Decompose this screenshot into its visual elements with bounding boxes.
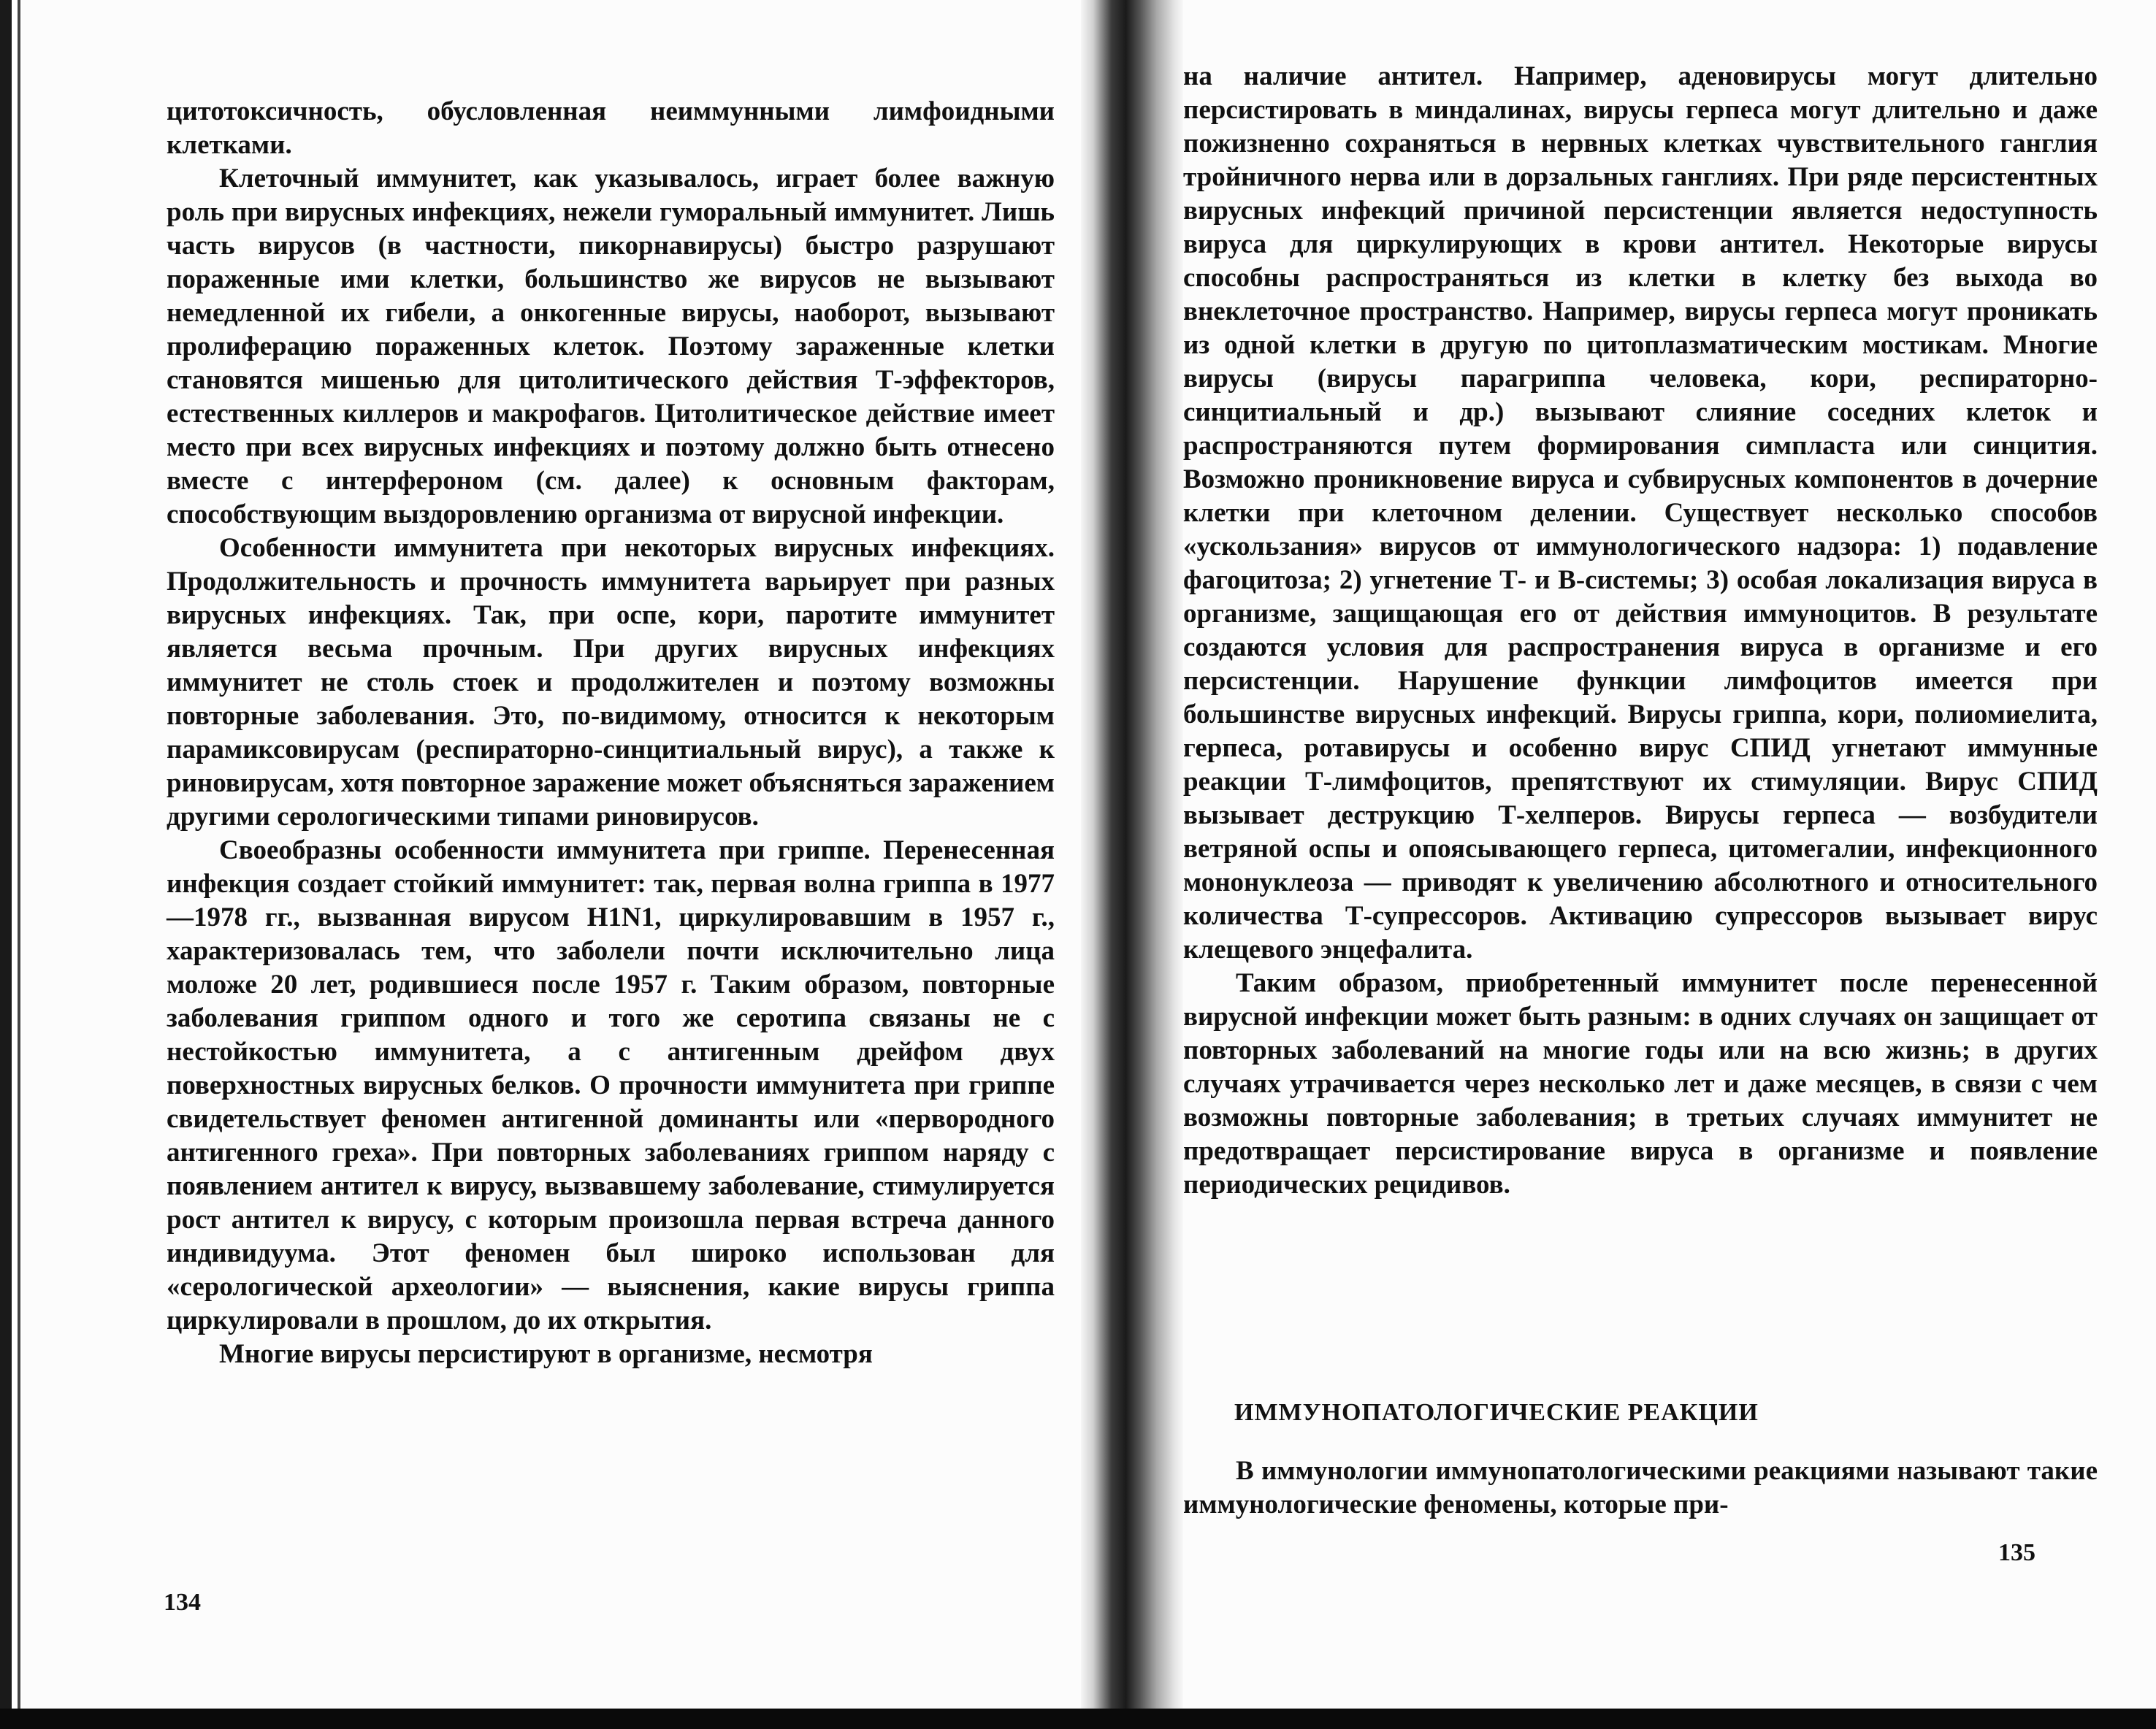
paragraph: цитотоксичность, обусловленная неиммунными лимфоидными клетками. bbox=[167, 96, 1055, 160]
paragraph: В иммунологии иммунопатологическими реакциями называют такие иммунологические феномены, которые при- bbox=[1183, 1456, 2098, 1519]
right-page-text bbox=[1183, 60, 2098, 1202]
paragraph: Своеобразны особенности иммунитета при гриппе. Перенесенная инфекция создает стойкий иммунитет: так, первая волна гриппа в 1977—1978 гг., вызванная вирусом H1N1, циркулировавшим в 1957 г., характеризовалась тем, что заболели почти исключительно лица моложе 20 лет, родившиеся после 1957 г. Таким образом, повторные заболевания гриппом одного и того же серотипа связаны не с нестойкостью иммунитета, а с антигенным дрейфом двух поверхностных вирусных белков. О прочности иммунитета при гриппе свидетельствует феномен антигенной доминанты или «первородного антигенного греха». При повторных заболеваниях гриппом наряду с появлением антител к вирусу, вызвавшему заболевание, стимулируется рост антител к вирусу, с которым произошла первая встреча данного индивидуума. Этот феномен был широко использован для «серологической археологии» — выяснения, какие вирусы гриппа циркулировали в прошлом, до их открытия. bbox=[167, 835, 1055, 1335]
paragraph: на наличие антител. Например, аденовирусы могут длительно персистировать в миндалинах, вирусы герпеса могут длительно и даже пожизненно сохраняться в нервных клетках чувствительного ганглия тройничного нерва или в дорзальных ганглиях. При ряде персистентных вирусных инфекций причиной персистенции является недоступность вируса для циркулирующих в крови антител. Некоторые вирусы способны распространяться из клетки в клетку без выхода во внеклеточное пространство. Например, вирусы герпеса могут проникать из одной клетки в другую по цитоплазматическим мостикам. Многие вирусы (вирусы парагриппа человека, кори, респираторно-синцитиальный и др.) вызывают слияние соседних клеток и распространяются путем формирования симпласта или синцития. Возможно проникновение вируса и субвирусных компонентов в дочерние клетки при клеточном делении. Существует несколько способов «ускользания» вирусов от иммунологического надзора: 1) подавление фагоцитоза; 2) угнетение Т- и В-системы; 3) особая локализация вируса в организме, защищающая его от действия иммуноцитов. В результате создаются условия для распространения вируса в организме и его персистенции. Нарушение функции лимфоцитов имеется при большинстве вирусных инфекций. Вирусы гриппа, кори, полиомиелита, герпеса, ротавирусы и особенно вирус СПИД угнетают иммунные реакции Т-лимфоцитов, препятствуют их стимуляции. Вирус СПИД вызывает деструкцию Т-хелперов. Вирусы герпеса — возбудители ветряной оспы и опоясывающего герпеса, цитомегалии, инфекционного мононуклеоза — приводят к увеличению абсолютного и относительного количества Т-супрессоров. Активацию супрессоров вызывает вирус клещевого энцефалита. bbox=[1183, 61, 2098, 965]
paragraph: Клеточный иммунитет, как указывалось, играет более важную роль при вирусных инфекциях, нежели гуморальный иммунитет. Лишь часть вирусов (в частности, пикорнавирусы) быстро разрушают пораженные ими клетки, большинство же вирусов не вызывают немедленной их гибели, а онкогенные вирусы, наоборот, вызывают пролиферацию пораженных клеток. Поэтому зараженные клетки становятся мишенью для цитолитического действия Т-эффекторов, естественных киллеров и макрофагов. Цитолитическое действие имеет место при всех вирусных инфекциях и поэтому должно быть отнесено вместе с интерфероном (см. далее) к основным факторам, способствующим выздоровлению организма от вирусной инфекции. bbox=[167, 164, 1055, 529]
book-gutter bbox=[1081, 0, 1183, 1709]
right-page bbox=[1117, 0, 2156, 1709]
left-page bbox=[22, 0, 1096, 1709]
left-page-text bbox=[167, 95, 1055, 1371]
section-heading: ИММУНОПАТОЛОГИЧЕСКИЕ РЕАКЦИИ bbox=[1234, 1399, 1759, 1426]
paragraph: Особенности иммунитета при некоторых вирусных инфекциях. Продолжительность и прочность иммунитета варьирует при разных вирусных инфекциях. Так, при оспе, кори, паротите иммунитет является весьма прочным. При других вирусных инфекциях иммунитет не столь стоек и продолжителен и поэтому возможны повторные заболевания. Это, по-видимому, относится к некоторым парамиксовирусам (респираторно-синцитиальный вирус), а также к риновирусам, хотя повторное заражение может объясняться заражением другими серологическими типами риновирусов. bbox=[167, 533, 1055, 832]
page-number: 134 bbox=[164, 1589, 201, 1616]
scan-bottom-edge bbox=[0, 1709, 2156, 1729]
paragraph: Таким образом, приобретенный иммунитет после перенесенной вирусной инфекции может быть разным: в одних случаях он защищает от повторных заболеваний на многие годы или на всю жизнь; в других случаях утрачивается через несколько лет и даже месяцев, в связи с чем возможны повторные заболевания; в третьих случаях иммунитет не предотвращает персистирование вируса в организме и появление периодических рецидивов. bbox=[1183, 968, 2098, 1200]
scan-left-edge-line bbox=[18, 0, 20, 1729]
paragraph: Многие вирусы персистируют в организме, несмотря bbox=[219, 1339, 873, 1369]
section-text bbox=[1183, 1454, 2098, 1522]
scan-left-edge bbox=[0, 0, 12, 1729]
page-number: 135 bbox=[1998, 1539, 2035, 1566]
